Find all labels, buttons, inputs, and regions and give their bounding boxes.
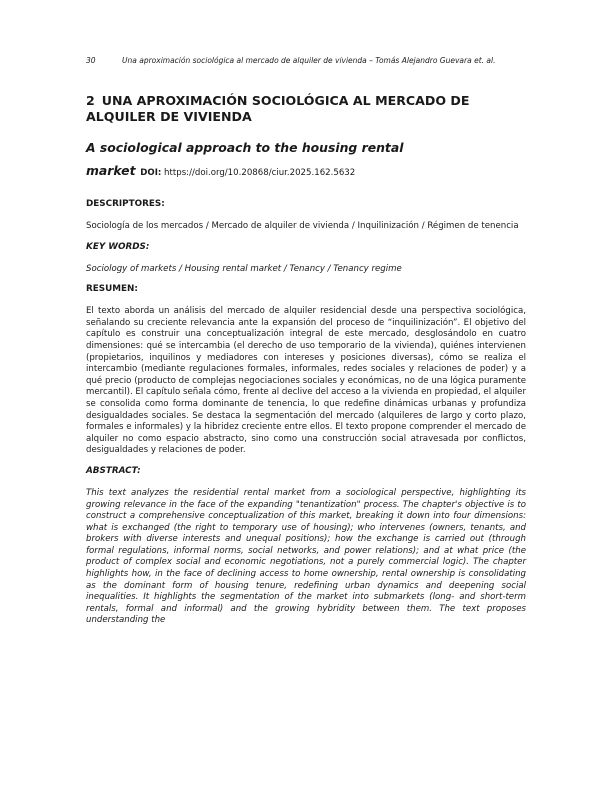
chapter-title-text: UNA APROXIMACIÓN SOCIOLÓGICA AL MERCADO DE ALQUILER DE VIVIENDA <box>86 93 470 124</box>
running-head-text: Una aproximación sociológica al mercado de alquiler de vivienda – Tomás Alejandro Guevara et. al. <box>122 56 496 65</box>
page-number: 30 <box>86 56 96 65</box>
descriptores-text: Sociología de los mercados / Mercado de alquiler de vivienda / Inquilinización / Régimen de tenencia <box>86 221 519 231</box>
descriptores-heading: DESCRIPTORES: <box>86 199 165 209</box>
english-title-line2 <box>86 164 526 180</box>
chapter-title <box>86 93 526 125</box>
resumen-text: El texto aborda un análisis del mercado de alquiler residencial desde una perspectiva sociológica, señalando su creciente relevancia ante la expansión del proceso de “inquilinización”. El objetivo del capítulo es construir una conceptualización integral de este mercado, desglosándolo en cuatro dimensiones: qué se intercambia (el derecho de uso temporario de la vivienda), quiénes intervienen (propietarios, inquilinos y mediadores con intereses y posiciones diversas), cómo se realiza el intercambio (mediante regulaciones formales, informales, redes sociales y relaciones de poder) y a qué precio (producto de complejas negociaciones sociales y económicas, no de una lógica puramente mercantil). El capítulo señala cómo, frente al declive del acceso a la vivienda en propiedad, el alquiler se consolida como forma dominante de tenencia, lo que redefine dinámicas urbanas y profundiza desigualdades sociales. Se destaca la segmentación del mercado (alquileres de largo y corto plazo, formales e informales) y la hibridez creciente entre ellos. El texto propone comprender el mercado de alquiler no como espacio abstracto, sino como una construcción social atravesada por conflictos, desigualdades y relaciones de poder. <box>86 306 526 456</box>
english-title-market: market <box>86 163 136 178</box>
key-words-text: Sociology of markets / Housing rental market / Tenancy / Tenancy regime <box>86 263 402 274</box>
running-head <box>86 56 530 65</box>
abstract-heading: ABSTRACT: <box>86 465 141 476</box>
main-content <box>86 93 526 627</box>
resumen-heading: RESUMEN: <box>86 284 138 295</box>
abstract-text: This text analyzes the residential rental market from a sociological perspective, highlighting its growing relevance in the face of the expanding "tenantization" process. The chapter's objective is to construct a comprehensive conceptualization of this market, breaking it down into four dimensions: what is exchanged (the right to temporary use of housing); who intervenes (owners, tenants, and brokers with diverse interests and unequal positions); how the exchange is carried out (through formal regulations, informal norms, social networks, and power relations); and at what price (the product of complex social and economic negotiations, not a purely commercial logic). The chapter highlights how, in the face of declining access to home ownership, rental ownership is consolidating as the dominant form of housing tenure, redefining urban dynamics and deepening social inequalities. It highlights the segmentation of the market into submarkets (long- and short-term rentals, formal and informal) and the growing hybridity between them. The text proposes understanding the <box>86 487 526 626</box>
doi-label: DOI: <box>140 168 162 178</box>
key-words-heading: KEY WORDS: <box>86 241 150 252</box>
chapter-number: 2 <box>86 93 95 108</box>
english-title: A sociological approach to the housing rental <box>86 140 404 155</box>
doi-link[interactable]: https://doi.org/10.20868/ciur.2025.162.5632 <box>161 168 356 178</box>
